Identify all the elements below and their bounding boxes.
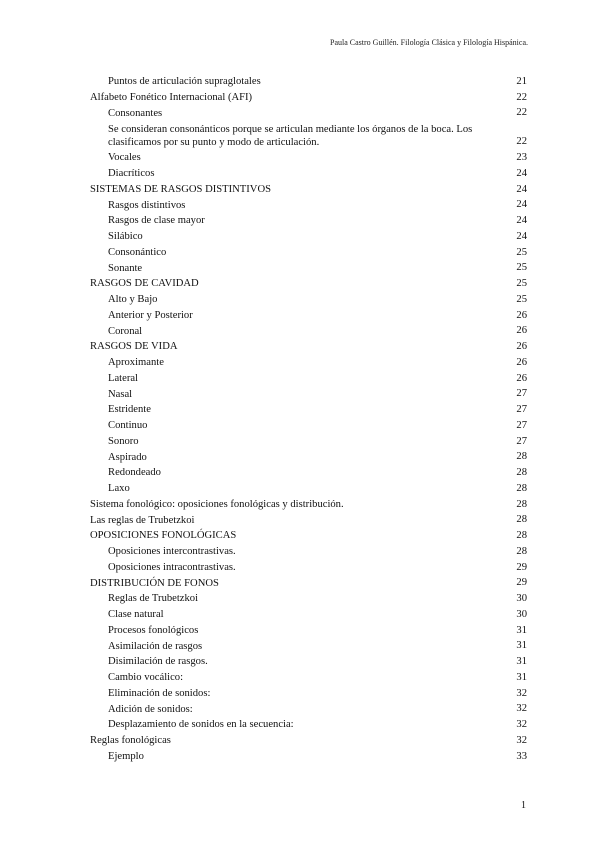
toc-entry-page: 21 (516, 75, 527, 87)
toc-entry[interactable] (90, 623, 527, 639)
toc-entry[interactable] (90, 465, 527, 481)
toc-entry-page: 31 (516, 671, 527, 683)
toc-entry[interactable] (90, 90, 527, 106)
toc-entry-title: Eliminación de sonidos: (108, 687, 211, 699)
toc-entry[interactable] (90, 150, 527, 166)
toc-entry-title: Las reglas de Trubetzkoi (90, 514, 195, 526)
toc-entry-title: Nasal (108, 388, 133, 400)
toc-entry-page: 26 (516, 356, 527, 368)
toc-entry[interactable] (90, 261, 527, 277)
toc-entry-title: Laxo (108, 483, 130, 494)
toc-entry-page: 27 (516, 388, 527, 400)
toc-entry[interactable] (90, 717, 527, 733)
toc-entry-page: 22 (516, 91, 527, 103)
toc-entry-page: 24 (516, 167, 527, 179)
toc-entry-title: Adición de sonidos: (108, 703, 193, 715)
toc-entry-title: Sistema fonológico: oposiciones fonológicas y distribución. (90, 498, 344, 510)
toc-entry-title: Asimilación de rasgos (108, 640, 203, 652)
toc-entry-page: 29 (516, 577, 527, 589)
toc-entry-page: 27 (516, 404, 527, 415)
toc-entry[interactable] (90, 481, 527, 497)
toc-entry-page: 30 (516, 608, 527, 620)
toc-entry-title: Consonántico (108, 246, 167, 258)
toc-entry[interactable] (90, 276, 527, 292)
toc-entry-title: Reglas fonológicas (90, 735, 171, 746)
toc-entry-title: Alfabeto Fonético Internacional (AFI) (90, 91, 253, 103)
toc-entry-title: Aspirado (108, 451, 147, 463)
toc-entry-page: 28 (516, 498, 527, 510)
toc-entry-title: Oposiciones intercontrastivas. (108, 546, 236, 557)
toc-entry-page: 26 (516, 341, 527, 352)
toc-entry-page: 28 (516, 545, 527, 557)
toc-entry[interactable] (90, 324, 527, 340)
toc-entry-title: Disimilación de rasgos. (108, 656, 208, 668)
toc-entry[interactable] (90, 121, 527, 150)
toc-entry[interactable] (90, 198, 527, 214)
toc-entry-title: Coronal (108, 325, 143, 337)
toc-entry-page: 28 (516, 467, 527, 478)
toc-entry-page: 31 (516, 624, 527, 636)
running-header: Paula Castro Guillén. Filología Clásica y Filología Hispánica. (330, 38, 528, 47)
toc-entry-page: 22 (516, 136, 527, 148)
toc-entry-title: Oposiciones intracontrastivas. (108, 561, 236, 573)
toc-entry-page: 33 (516, 750, 527, 762)
toc-entry-title: Rasgos distintivos (108, 199, 186, 211)
toc-entry[interactable] (90, 670, 527, 686)
toc-entry-page: 24 (516, 230, 527, 242)
toc-entry[interactable] (90, 654, 527, 670)
toc-entry-page: 24 (516, 199, 527, 211)
toc-entry[interactable] (90, 450, 527, 466)
toc-entry[interactable] (90, 182, 527, 198)
toc-entry-page: 25 (516, 278, 527, 289)
toc-entry[interactable] (90, 607, 527, 623)
toc-entry[interactable] (90, 497, 527, 513)
toc-entry-title: SISTEMAS DE RASGOS DISTINTIVOS (90, 183, 271, 195)
toc-entry-page: 32 (516, 703, 527, 715)
toc-entry-title: Se consideran consonánticos porque se articulan mediante los órganos de la boca. Los clasificamos por su punto y modo de articulación. (108, 123, 473, 148)
toc-entry-page: 26 (516, 309, 527, 321)
toc-entry-title: Consonantes (108, 107, 163, 119)
toc-entry-title: Clase natural (108, 609, 164, 620)
toc-entry[interactable] (90, 560, 527, 576)
toc-entry[interactable] (90, 513, 527, 529)
toc-entry-title: Continuo (108, 420, 148, 431)
toc-entry-page: 32 (516, 687, 527, 699)
toc-entry[interactable] (90, 213, 527, 229)
toc-entry-title: Sonante (108, 262, 143, 274)
toc-entry[interactable] (90, 639, 527, 655)
toc-entry-title: Desplazamiento de sonidos en la secuencia: (108, 719, 294, 731)
toc-entry-page: 25 (516, 293, 527, 305)
toc-entry-title: Vocales (108, 152, 141, 164)
toc-entry[interactable] (90, 591, 527, 607)
toc-entry-title: Procesos fonológicos (108, 624, 199, 636)
toc-entry[interactable] (90, 308, 527, 324)
toc-entry[interactable] (90, 749, 527, 765)
toc-entry[interactable] (90, 106, 527, 122)
toc-entry-title: Silábico (108, 231, 143, 242)
toc-entry-page: 28 (516, 482, 527, 494)
toc-entry-page: 32 (516, 734, 527, 746)
toc-entry-page: 27 (516, 435, 527, 447)
toc-entry-page: 32 (516, 719, 527, 730)
toc-entry-title: Aproximante (108, 357, 164, 368)
toc-entry[interactable] (90, 528, 527, 544)
toc-entry-title: Cambio vocálico: (108, 672, 184, 683)
toc-entry[interactable] (90, 702, 527, 718)
toc-entry-page: 28 (516, 451, 527, 463)
toc-entry-title: Redondeado (108, 467, 161, 479)
toc-entry-title: Ejemplo (108, 750, 144, 762)
toc-entry-title: RASGOS DE VIDA (90, 341, 178, 353)
toc-entry-page: 28 (516, 514, 527, 526)
toc-entry-page: 29 (516, 561, 527, 573)
toc-entry[interactable] (90, 576, 527, 592)
toc-entry[interactable] (90, 733, 527, 749)
toc-entry[interactable] (90, 402, 527, 418)
toc-entry[interactable] (90, 434, 527, 450)
toc-entry-page: 30 (516, 593, 527, 604)
toc-entry-page: 25 (516, 246, 527, 258)
toc-entry-page: 27 (516, 419, 527, 431)
toc-entry-title: Puntos de articulación supraglotales (108, 76, 261, 87)
toc-entry-page: 24 (516, 215, 527, 226)
toc-entry-title: Diacríticos (108, 168, 155, 179)
toc-entry-title: OPOSICIONES FONOLÓGICAS (90, 530, 237, 542)
toc-entry-page: 31 (516, 656, 527, 667)
toc-entry-title: Sonoro (108, 435, 139, 447)
toc-entry-title: Estridente (108, 404, 151, 416)
toc-entry-page: 26 (516, 372, 527, 384)
toc-entry[interactable] (90, 166, 527, 182)
toc-entry[interactable] (90, 292, 527, 308)
toc-entry[interactable] (90, 355, 527, 371)
toc-entry-title: Reglas de Trubetzkoi (108, 593, 199, 605)
table-of-contents (90, 74, 527, 765)
toc-entry-title: Alto y Bajo (108, 294, 158, 305)
toc-entry[interactable] (90, 387, 527, 403)
toc-entry-title: DISTRIBUCIÓN DE FONOS (90, 577, 219, 589)
toc-entry-page: 24 (516, 183, 527, 195)
toc-entry-title: Lateral (108, 372, 138, 384)
toc-entry[interactable] (90, 74, 527, 90)
toc-entry-title: Rasgos de clase mayor (108, 215, 205, 227)
toc-entry[interactable] (90, 418, 527, 434)
toc-entry-page: 22 (516, 107, 527, 119)
toc-entry-page: 28 (516, 530, 527, 541)
toc-entry-title: Anterior y Posterior (108, 309, 193, 321)
toc-entry[interactable] (90, 544, 527, 560)
toc-entry[interactable] (90, 339, 527, 355)
toc-entry-page: 31 (516, 640, 527, 652)
toc-entry-page: 23 (516, 152, 527, 163)
toc-entry[interactable] (90, 245, 527, 261)
toc-entry[interactable] (90, 371, 527, 387)
page-number: 1 (521, 800, 526, 811)
toc-entry[interactable] (90, 229, 527, 245)
toc-entry-page: 26 (516, 325, 527, 337)
toc-entry[interactable] (90, 686, 527, 702)
toc-entry-page: 25 (516, 262, 527, 274)
toc-entry-title: RASGOS DE CAVIDAD (90, 278, 199, 290)
